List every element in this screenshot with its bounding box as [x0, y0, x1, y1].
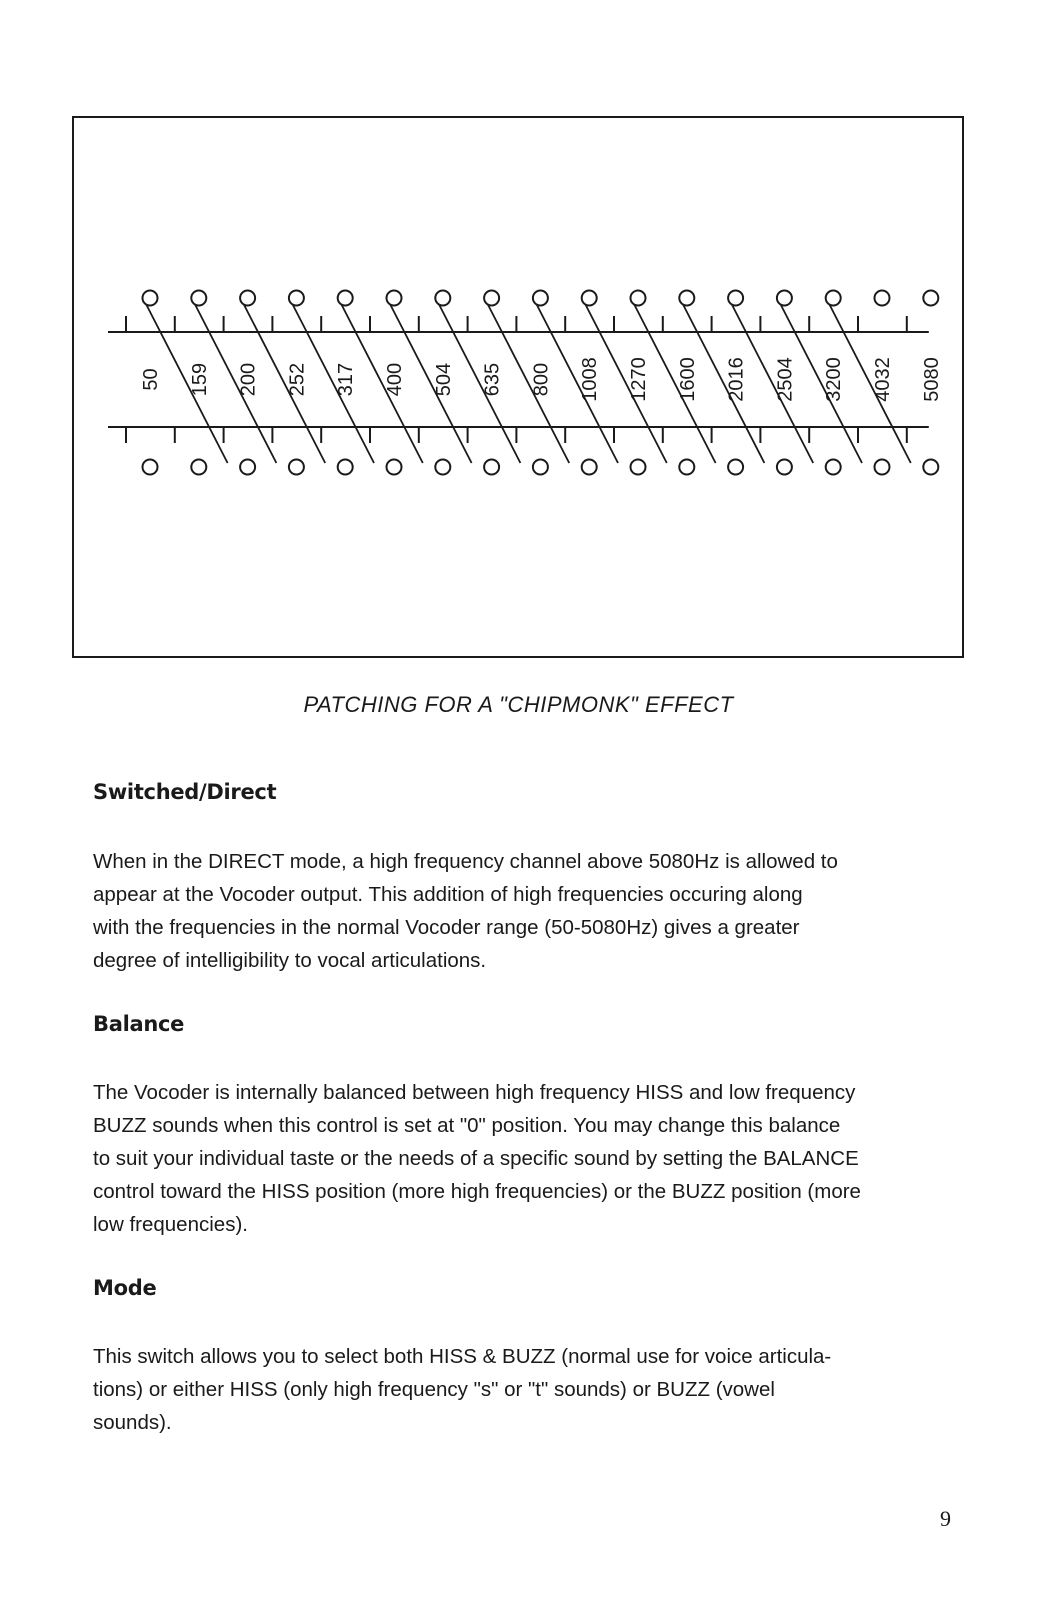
bottom-jack — [679, 460, 694, 475]
body-line: with the frequencies in the normal Vocoder range (50-5080Hz) gives a greater — [93, 916, 800, 939]
channel-label: 3200 — [823, 357, 846, 402]
channel-label: 5080 — [920, 357, 943, 402]
top-jack — [631, 291, 646, 306]
section-body-switched-direct — [93, 845, 1003, 977]
channel-label: 317 — [335, 362, 358, 397]
section-heading-balance: Balance — [93, 1012, 185, 1036]
bottom-jack — [631, 460, 646, 475]
bottom-jack — [728, 460, 743, 475]
top-jack — [338, 291, 353, 306]
body-line: BUZZ sounds when this control is set at "0" position. You may change this balance — [93, 1114, 841, 1137]
top-jack — [875, 291, 890, 306]
channel-label: 50 — [140, 368, 162, 391]
channel-label: 1270 — [628, 357, 650, 402]
channel-label: 159 — [188, 362, 211, 397]
bottom-jack — [143, 460, 158, 475]
body-line: The Vocoder is internally balanced between high frequency HISS and low frequency — [93, 1081, 856, 1104]
top-jack — [582, 291, 597, 306]
bottom-jack — [533, 460, 548, 475]
channel-label: 2504 — [774, 357, 797, 402]
bottom-jack — [240, 460, 255, 475]
channel-label: 1600 — [676, 357, 699, 402]
body-line: degree of intelligibility to vocal articulations. — [93, 949, 487, 972]
top-jack — [387, 291, 402, 306]
top-jack — [435, 291, 450, 306]
bottom-jack — [435, 460, 450, 475]
bottom-jack — [191, 460, 206, 475]
bottom-jack — [387, 460, 402, 475]
top-jack — [679, 291, 694, 306]
top-jack — [826, 291, 841, 306]
top-jack — [191, 291, 206, 306]
section-heading-mode: Mode — [93, 1276, 157, 1300]
patching-diagram — [72, 116, 964, 658]
body-line: low frequencies). — [93, 1213, 248, 1236]
top-jack — [533, 291, 548, 306]
top-jack — [923, 291, 938, 306]
top-jack — [240, 291, 255, 306]
section-body-mode — [93, 1340, 1003, 1439]
channel-label: 2016 — [725, 357, 748, 402]
channel-label: 4032 — [872, 357, 894, 402]
body-line: appear at the Vocoder output. This addition of high frequencies occuring along — [93, 883, 803, 906]
body-line: This switch allows you to select both HISS & BUZZ (normal use for voice articula- — [93, 1345, 832, 1368]
channel-label: 400 — [384, 362, 406, 397]
channel-label: 504 — [432, 362, 455, 397]
patch-diagram-svg — [74, 118, 962, 656]
top-jack — [484, 291, 499, 306]
page-number: 9 — [940, 1506, 951, 1531]
top-jack — [289, 291, 304, 306]
body-line: When in the DIRECT mode, a high frequency channel above 5080Hz is allowed to — [93, 850, 838, 873]
channel-label: 800 — [530, 362, 553, 397]
bottom-jack — [923, 460, 938, 475]
section-heading-switched-direct: Switched/Direct — [93, 780, 277, 804]
body-line: sounds). — [93, 1411, 172, 1434]
channel-label: 635 — [481, 362, 504, 397]
bottom-jack — [826, 460, 841, 475]
bottom-jack — [582, 460, 597, 475]
top-jack — [143, 291, 158, 306]
bottom-jack — [484, 460, 499, 475]
channel-label: 1008 — [579, 357, 602, 402]
bottom-jack — [289, 460, 304, 475]
bottom-jack — [875, 460, 890, 475]
bottom-jack — [338, 460, 353, 475]
top-jack — [777, 291, 792, 306]
channel-label: 200 — [237, 362, 260, 397]
top-jack — [728, 291, 743, 306]
figure-caption: PATCHING FOR A "CHIPMONK" EFFECT — [303, 692, 734, 717]
channel-label: 252 — [286, 362, 309, 397]
bottom-jack — [777, 460, 792, 475]
body-line: to suit your individual taste or the needs of a specific sound by setting the BALANCE — [93, 1147, 859, 1170]
body-line: control toward the HISS position (more high frequencies) or the BUZZ position (more — [93, 1180, 861, 1203]
body-line: tions) or either HISS (only high frequency "s" or "t" sounds) or BUZZ (vowel — [93, 1378, 775, 1401]
section-body-balance — [93, 1076, 1003, 1241]
